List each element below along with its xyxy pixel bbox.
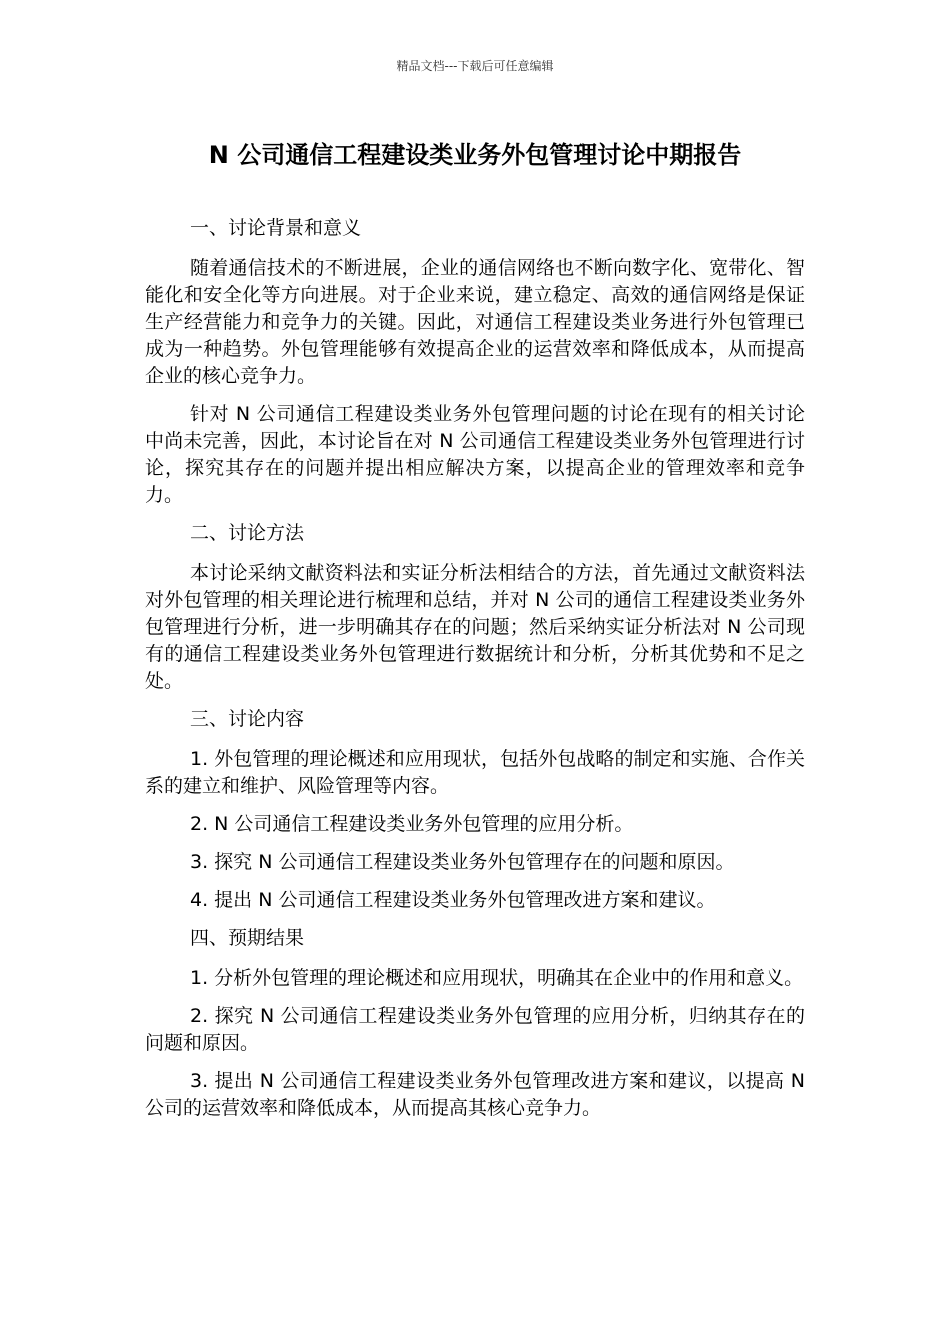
content-item-2: 2. N 公司通信工程建设类业务外包管理的应用分析。 <box>190 813 634 835</box>
section-heading-content: 三、讨论内容 <box>190 708 305 730</box>
result-item-3: 3. 提出 N 公司通信工程建设类业务外包管理改进方案和建议，以提高 N 公司的运营效率和降低成本，从而提高其核心竞争力。 <box>145 1070 805 1119</box>
content-item-3: 3. 探究 N 公司通信工程建设类业务外包管理存在的问题和原因。 <box>190 851 735 873</box>
content-item-4: 4. 提出 N 公司通信工程建设类业务外包管理改进方案和建议。 <box>190 889 716 911</box>
result-item-2: 2. 探究 N 公司通信工程建设类业务外包管理的应用分析，归纳其存在的问题和原因。 <box>145 1005 805 1054</box>
section-heading-background: 一、讨论背景和意义 <box>190 217 362 239</box>
paragraph-background-2: 针对 N 公司通信工程建设类业务外包管理问题的讨论在现有的相关讨论中尚未完善，因此，本讨论旨在对 N 公司通信工程建设类业务外包管理进行讨论，探究其存在的问题并提出相应解决方案，以提高企业的管理效率和竞争力。 <box>145 403 805 506</box>
section-heading-results: 四、预期结果 <box>190 927 305 949</box>
document-body <box>145 215 805 1133</box>
result-item-1: 1. 分析外包管理的理论概述和应用现状，明确其在企业中的作用和意义。 <box>190 967 804 989</box>
paragraph-method: 本讨论采纳文献资料法和实证分析法相结合的方法，首先通过文献资料法对外包管理的相关理论进行梳理和总结，并对 N 公司的通信工程建设类业务外包管理进行分析，进一步明确其存在的问题；然后采纳实证分析法对 N 公司现有的通信工程建设类业务外包管理进行数据统计和分析，分析其优势和不足之处。 <box>145 562 805 692</box>
section-heading-method: 二、讨论方法 <box>190 522 305 544</box>
content-item-1: 1. 外包管理的理论概述和应用现状，包括外包战略的制定和实施、合作关系的建立和维护、风险管理等内容。 <box>145 748 805 797</box>
header-note: 精品文档---下载后可任意编辑 <box>396 59 554 73</box>
paragraph-background-1: 随着通信技术的不断进展，企业的通信网络也不断向数字化、宽带化、智能化和安全化等方向进展。对于企业来说，建立稳定、高效的通信网络是保证生产经营能力和竞争力的关键。因此，对通信工程建设类业务进行外包管理已成为一种趋势。外包管理能够有效提高企业的运营效率和降低成本，从而提高企业的核心竞争力。 <box>145 257 805 387</box>
document-title: N 公司通信工程建设类业务外包管理讨论中期报告 <box>208 141 742 169</box>
